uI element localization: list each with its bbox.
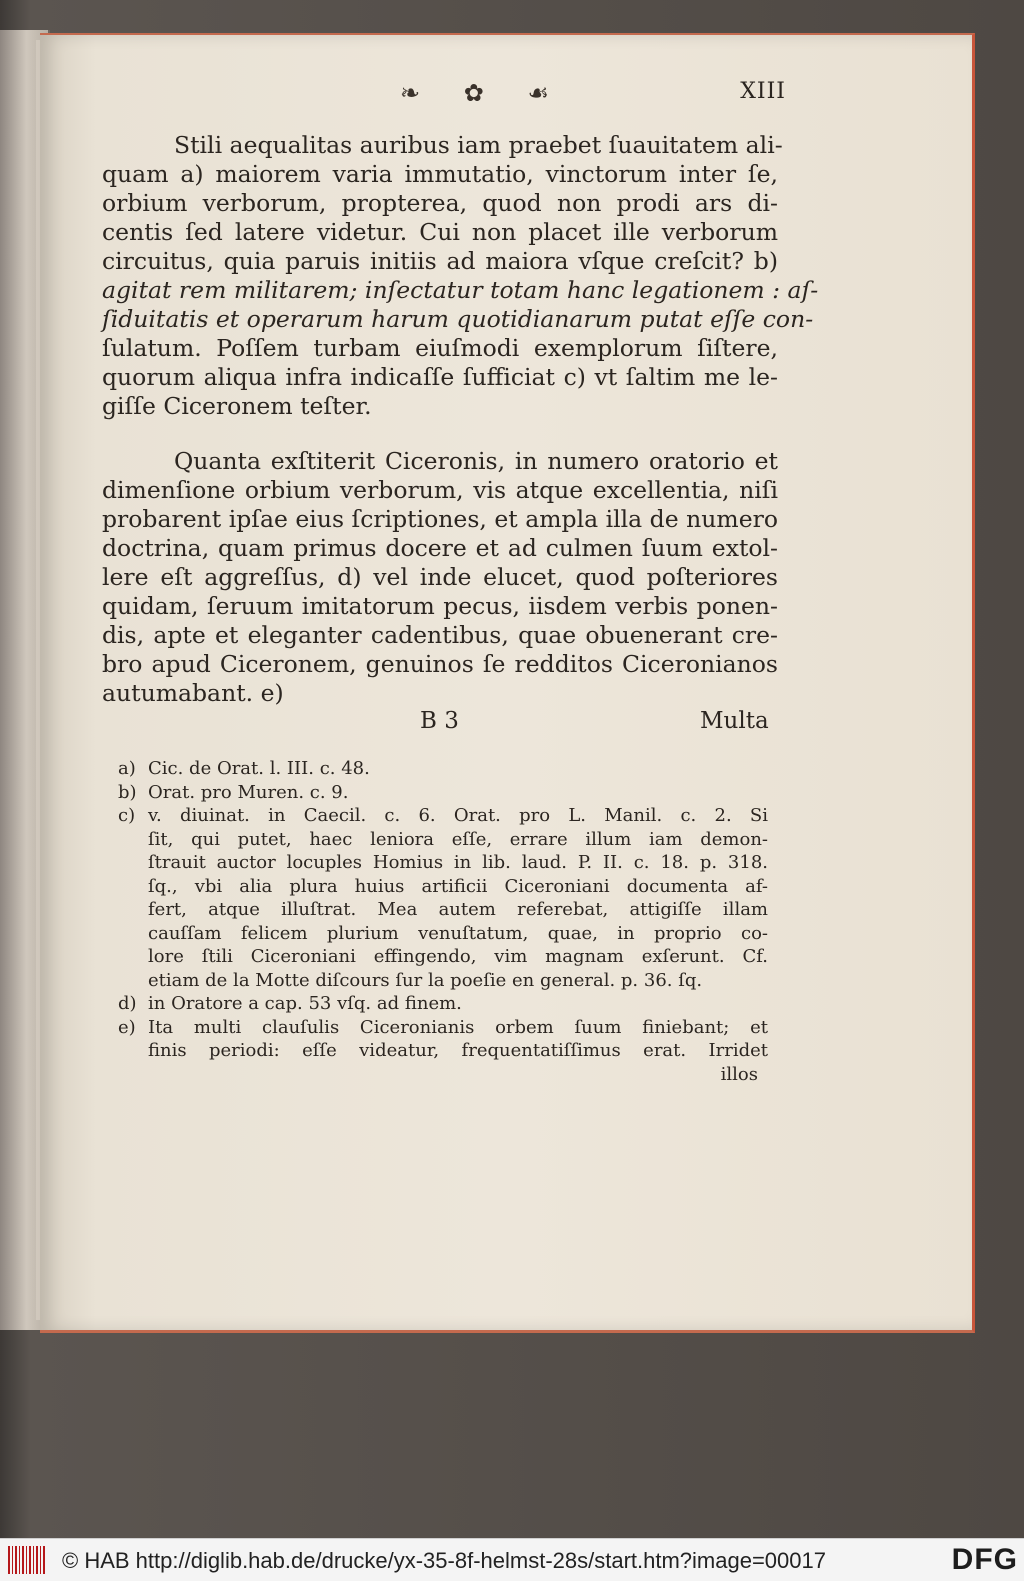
text-line: Stili aequalitas auribus iam praebet ſuauitatem ali- [174, 131, 783, 159]
footnote [118, 804, 768, 992]
page-number: XIII [740, 79, 786, 104]
footnote-line: ſq., vbi alia plura huius artificii Ciceroniani documenta af- [148, 875, 768, 897]
body-text [102, 131, 819, 734]
footnote-line: in Oratore a cap. 53 vſq. ad finem. [148, 993, 462, 1014]
catchword: Multa [700, 708, 769, 734]
footnote-text [148, 757, 768, 781]
text-line: probarent ipſae eius ſcriptiones, et ampla illa de numero [102, 505, 778, 533]
paragraph-1 [102, 131, 819, 421]
source-link[interactable]: © HAB http://diglib.hab.de/drucke/yx-35-8f-helmst-28s/start.htm?image=00017 [62, 1548, 826, 1573]
footnote-line: Orat. pro Muren. c. 9. [148, 781, 349, 803]
text-line: centis ſed latere videtur. Cui non placet ille verborum [102, 218, 778, 246]
footnote-line: Cic. de Orat. l. III. c. 48. [148, 758, 370, 779]
text-line: doctrina, quam primus docere et ad culmen ſuum extol- [102, 534, 778, 562]
text-line: ſulatum. Poſſem turbam eiuſmodi exemplorum ſiſtere, [102, 334, 778, 362]
text-line: quorum aliqua infra indicaſſe ſufficiat c) vt ſaltim me le- [102, 363, 778, 391]
footnote-label: a) [118, 758, 136, 779]
text-line: dis, apte et eleganter cadentibus, quae obuenerant cre- [102, 621, 778, 649]
footnote-line: ſit, qui putet, haec leniora eſſe, errare illum iam demon- [148, 828, 768, 850]
footnote-line: ſtrauit auctor locuples Homius in lib. laud. P. II. c. 18. p. 318. [148, 852, 768, 873]
footnote [118, 757, 768, 781]
text-line: orbium verborum, propterea, quod non prodi ars di- [102, 189, 778, 217]
text-line: Quanta exſtiterit Ciceronis, in numero oratorio et [174, 447, 778, 475]
footnote-text [148, 781, 768, 805]
footnote-text [148, 804, 768, 992]
text-line: giſſe Ciceronem teſter. [102, 392, 372, 420]
footnotes [118, 757, 768, 1086]
signature-mark: B 3 [420, 708, 459, 734]
footnote-line: etiam de la Motte diſcours ſur la poeſie en general. p. 36. ſq. [148, 969, 703, 991]
text-line: autumabant. e) [102, 679, 284, 707]
text-line: quidam, ſeruum imitatorum pecus, iisdem verbis ponen- [102, 592, 778, 620]
book-page [40, 33, 975, 1333]
footnote-line: fert, atque illuſtrat. Mea autem referebat, attigiſſe illam [148, 899, 768, 920]
footnote-label: d) [118, 993, 137, 1014]
text-line: agitat rem militarem; inſectatur totam hanc legationem : aſ- [102, 276, 819, 304]
footnote-line: Ita multi clauſulis Ciceronianis orbem ſuum finiebant; et [148, 1016, 768, 1038]
footnote-line: cauſſam felicem plurium venuſtatum, quae, in proprio co- [148, 922, 768, 944]
text-line: circuitus, quia paruis initiis ad maiora vſque creſcit? b) [102, 247, 778, 275]
text-line: quam a) maiorem varia immutatio, vinctorum inter ſe, [102, 160, 778, 188]
text-line: ſiduitatis et operarum harum quotidianarum putat eſſe con- [102, 305, 814, 333]
footnote [118, 781, 768, 805]
text-line: bro apud Ciceronem, genuinos ſe redditos Ciceronianos [102, 650, 778, 678]
paragraph-2 [102, 447, 778, 708]
text-line: dimenſione orbium verborum, vis atque excellentia, niſi [102, 476, 778, 504]
barcode-icon [8, 1546, 46, 1574]
footnote [118, 992, 768, 1016]
footnote-catchword: illos [720, 1063, 758, 1085]
text-line: lere eſt aggreſſus, d) vel inde elucet, quod poſteriores [102, 563, 778, 591]
footnote-line: finis periodi: eſſe videatur, frequentatiſſimus erat. Irridet [148, 1040, 768, 1061]
viewer-footer [0, 1538, 1024, 1581]
head-ornament: ❧ ✿ ☙ [400, 79, 567, 107]
footnote-text [148, 992, 768, 1016]
footnote-label: e) [118, 1016, 136, 1038]
footnote-line: v. diuinat. in Caecil. c. 6. Orat. pro L. Manil. c. 2. Si [148, 805, 768, 826]
footnote-text [148, 1016, 768, 1063]
footnote [118, 1016, 768, 1063]
footnote-label: b) [118, 781, 137, 803]
dfg-logo: DFG [951, 1543, 1018, 1576]
footnote-line: lore ſtili Ciceroniani effingendo, vim magnam exſerunt. Cf. [148, 946, 768, 967]
footnote-label: c) [118, 805, 136, 826]
